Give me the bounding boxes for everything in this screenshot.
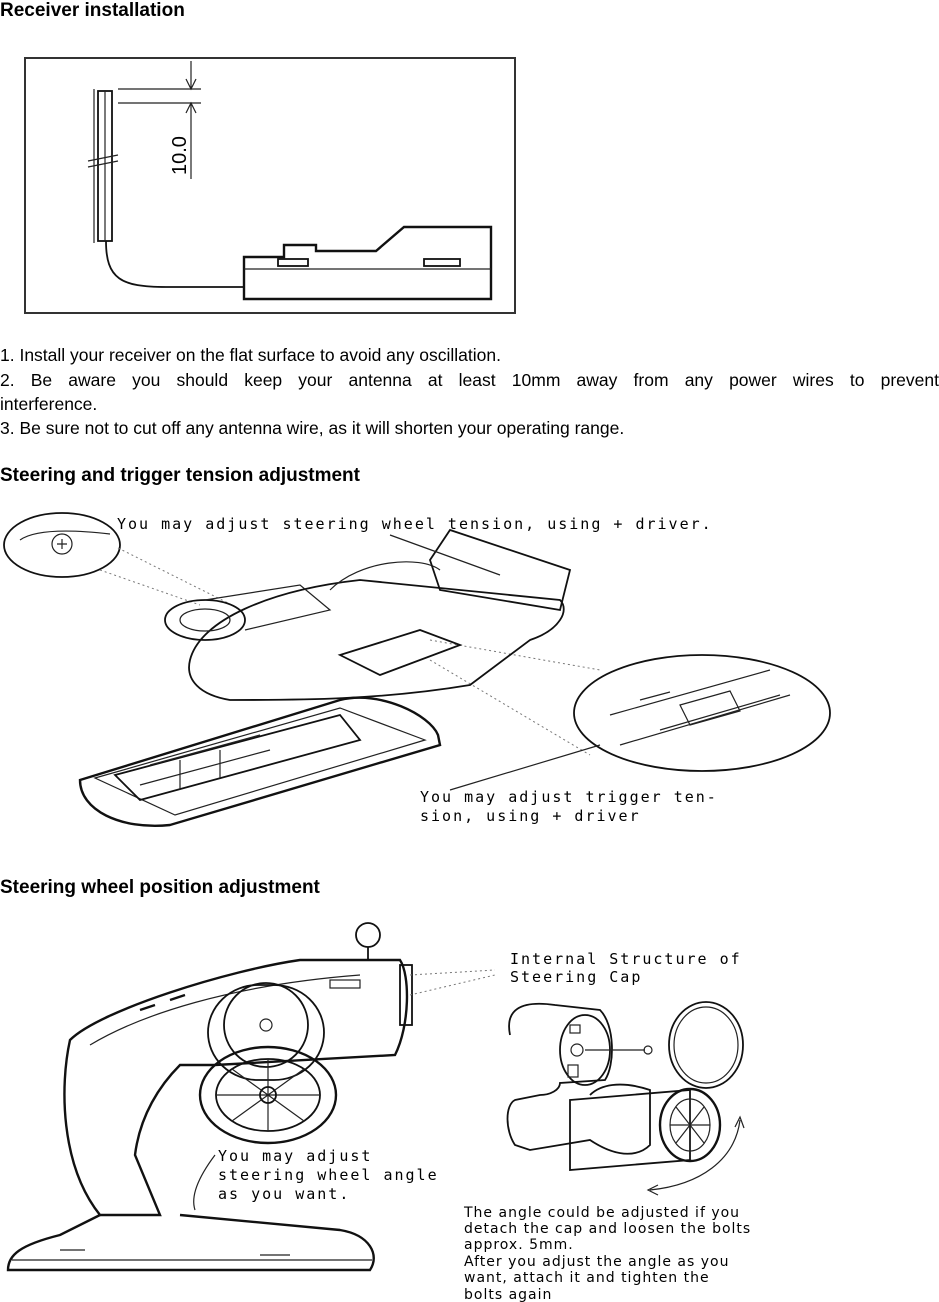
callout-angle-line3: as you want. (218, 1185, 351, 1203)
receiver-heading: Receiver installation (0, 0, 185, 21)
receiver-diagram (26, 59, 518, 316)
note-line-5: want, attach it and tighten the (464, 1270, 710, 1286)
callout-angle-line2: steering wheel angle (218, 1166, 439, 1184)
note-line-3: approx. 5mm. (464, 1237, 574, 1253)
note-line-1: The angle could be adjusted if you (464, 1205, 741, 1221)
note-line-6: bolts again (464, 1287, 553, 1302)
receiver-item-2: 2. Be aware you should keep your antenna at least 10mm away from any power wires to prevent (0, 370, 939, 390)
receiver-item-2-cont: interference. (0, 394, 98, 414)
angle-note (463, 1205, 751, 1302)
tension-heading: Steering and trigger tension adjustment (0, 465, 360, 486)
receiver-figure (24, 57, 516, 314)
note-line-2: detach the cap and loosen the bolts (464, 1221, 752, 1237)
callout-steering-tension: You may adjust steering wheel tension, using + driver. (117, 515, 713, 533)
receiver-item-3: 3. Be sure not to cut off any antenna wire, as it will shorten your operating range. (0, 418, 625, 438)
callout-internal-line2: Steering Cap (510, 968, 643, 986)
tension-figure (0, 500, 939, 840)
callout-trigger-line2: sion, using + driver (420, 807, 641, 825)
receiver-item-1: 1. Install your receiver on the flat surface to avoid any oscillation. (0, 345, 501, 365)
wheel-heading: Steering wheel position adjustment (0, 877, 320, 898)
callout-internal-line1: Internal Structure of (510, 950, 742, 968)
callout-trigger-line1: You may adjust trigger ten- (420, 788, 718, 806)
dimension-label: 10.0 (169, 136, 191, 175)
callout-angle-line1: You may adjust (218, 1147, 373, 1165)
note-line-4: After you adjust the angle as you (464, 1254, 730, 1270)
wheel-figure (0, 915, 939, 1302)
